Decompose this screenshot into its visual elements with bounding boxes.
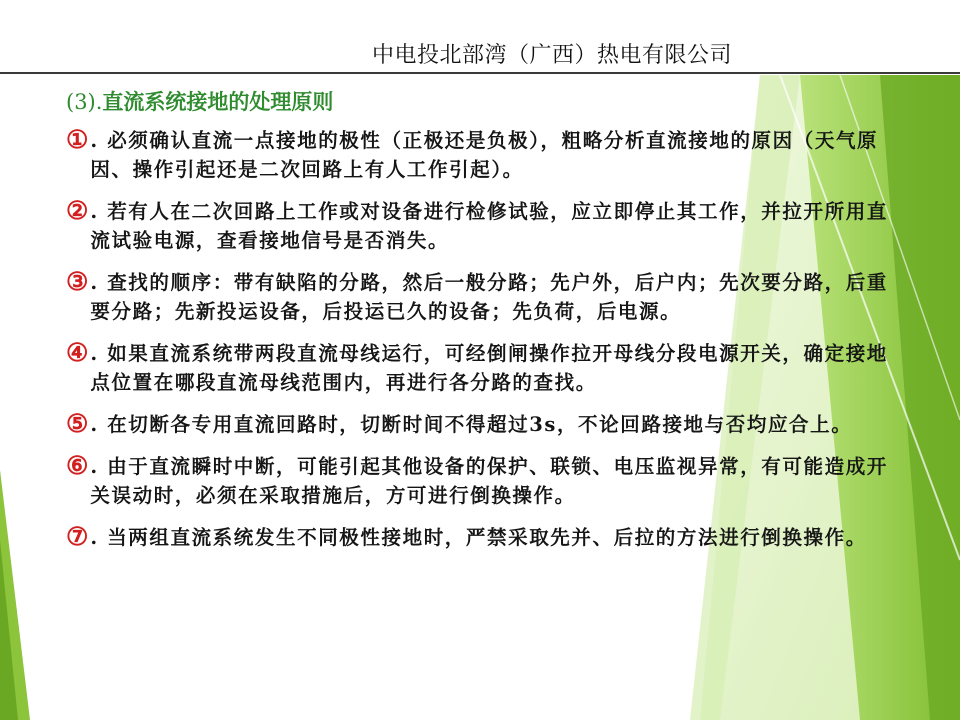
- item-text: . 当两组直流系统发生不同极性接地时，严禁采取先并、后拉的方法进行倒换操作。: [90, 526, 867, 549]
- section-title: 直流系统接地的处理原则: [102, 89, 334, 114]
- item-text: . 由于直流瞬时中断，可能引起其他设备的保护、联锁、电压监视异常，有可能造成开关误动时，必须在采取措施后，方可进行倒换操作。: [90, 455, 888, 507]
- principle-list: [66, 126, 898, 565]
- list-item: [66, 523, 898, 552]
- item-number-marker: ④: [66, 338, 89, 367]
- item-number-marker: ②: [66, 196, 89, 225]
- item-text: . 若有人在二次回路上工作或对设备进行检修试验，应立即停止其工作，并拉开所用直流试验电源，查看接地信号是否消失。: [90, 200, 888, 252]
- list-item: [66, 197, 898, 255]
- item-text: . 必须确认直流一点接地的极性（正极还是负极），粗略分析直流接地的原因（天气原因、操作引起还是二次回路上有人工作引起）。: [90, 129, 879, 181]
- item-number-marker: ⑥: [66, 451, 89, 480]
- item-text: . 在切断各专用直流回路时，切断时间不得超过3s，不论回路接地与否均应合上。: [90, 413, 853, 436]
- list-item: [66, 268, 898, 326]
- item-text: . 查找的顺序：带有缺陷的分路，然后一般分路；先户外，后户内；先次要分路，后重要分路；先新投运设备，后投运已久的设备；先负荷，后电源。: [90, 271, 888, 323]
- item-text: . 如果直流系统带两段直流母线运行，可经倒闸操作拉开母线分段电源开关，确定接地点位置在哪段直流母线范围内，再进行各分路的查找。: [90, 342, 888, 394]
- list-item: [66, 339, 898, 397]
- header-divider: [0, 72, 960, 74]
- list-item: [66, 126, 898, 184]
- item-number-marker: ⑦: [66, 522, 89, 551]
- item-number-marker: ③: [66, 267, 89, 296]
- section-heading: [66, 86, 333, 116]
- item-number-marker: ⑤: [66, 409, 89, 438]
- item-number-marker: ①: [66, 125, 89, 154]
- list-item: [66, 452, 898, 510]
- company-name: 中电投北部湾（广西）热电有限公司: [372, 43, 733, 68]
- list-item: [66, 410, 898, 439]
- section-number: (3).: [66, 90, 103, 114]
